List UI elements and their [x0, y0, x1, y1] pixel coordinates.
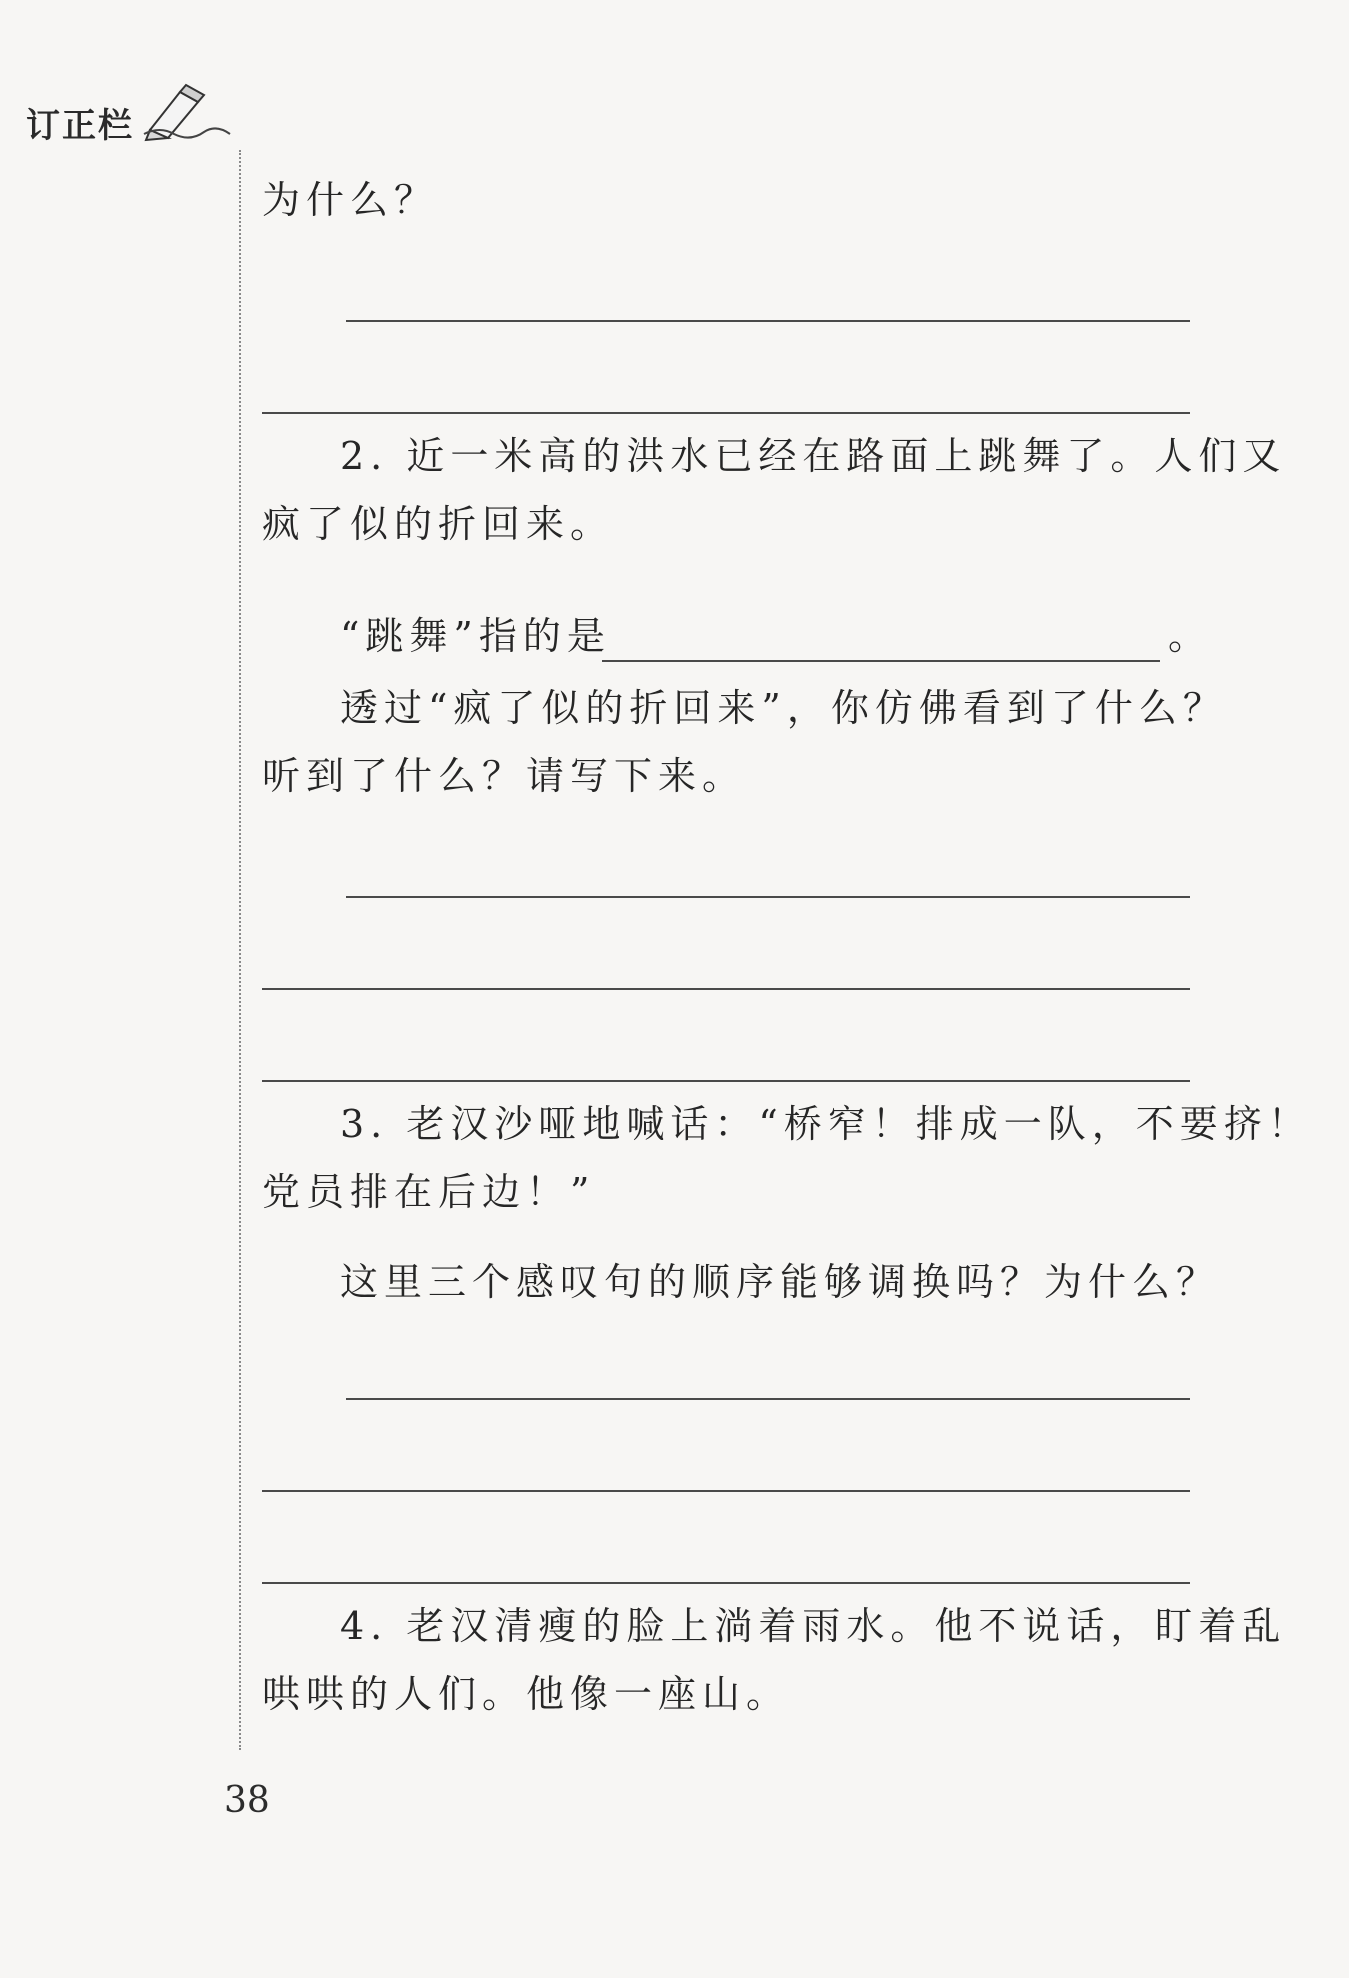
- q2-fill-prefix: “跳舞”指的是: [340, 614, 611, 658]
- answer-line[interactable]: [262, 1080, 1190, 1082]
- answer-line[interactable]: [262, 412, 1190, 414]
- answer-line[interactable]: [262, 988, 1190, 990]
- answer-line[interactable]: [262, 1490, 1190, 1492]
- answer-line[interactable]: [346, 1398, 1190, 1400]
- q3-question: 这里三个感叹句的顺序能够调换吗？为什么？: [340, 1260, 1221, 1304]
- q2-fill-suffix: 。: [1168, 614, 1213, 658]
- answer-line[interactable]: [346, 320, 1190, 322]
- q2-question-line1: 透过“疯了似的折回来”，你仿佛看到了什么？: [340, 686, 1227, 730]
- pencil-icon: [140, 82, 232, 142]
- q2-text-line2: 疯了似的折回来。: [262, 502, 615, 546]
- correction-column-label: 订正栏: [26, 106, 134, 146]
- q2-fill-blank[interactable]: [602, 660, 1160, 662]
- answer-line[interactable]: [262, 1582, 1190, 1584]
- q3-text-line2: 党员排在后边！”: [262, 1170, 596, 1214]
- margin-dotted-rule: [239, 150, 241, 1750]
- q4-text-line1: 4. 老汉清瘦的脸上淌着雨水。他不说话，盯着乱: [340, 1604, 1287, 1648]
- q2-text-line1: 2. 近一米高的洪水已经在路面上跳舞了。人们又: [340, 434, 1287, 478]
- page-number: 38: [224, 1780, 270, 1821]
- q2-question-line2: 听到了什么？请写下来。: [262, 754, 747, 798]
- q4-text-line2: 哄哄的人们。他像一座山。: [262, 1672, 791, 1716]
- q1-continuation: 为什么？: [262, 178, 439, 222]
- answer-line[interactable]: [346, 896, 1190, 898]
- q3-text-line1: 3. 老汉沙哑地喊话：“桥窄！排成一队，不要挤！: [340, 1102, 1312, 1146]
